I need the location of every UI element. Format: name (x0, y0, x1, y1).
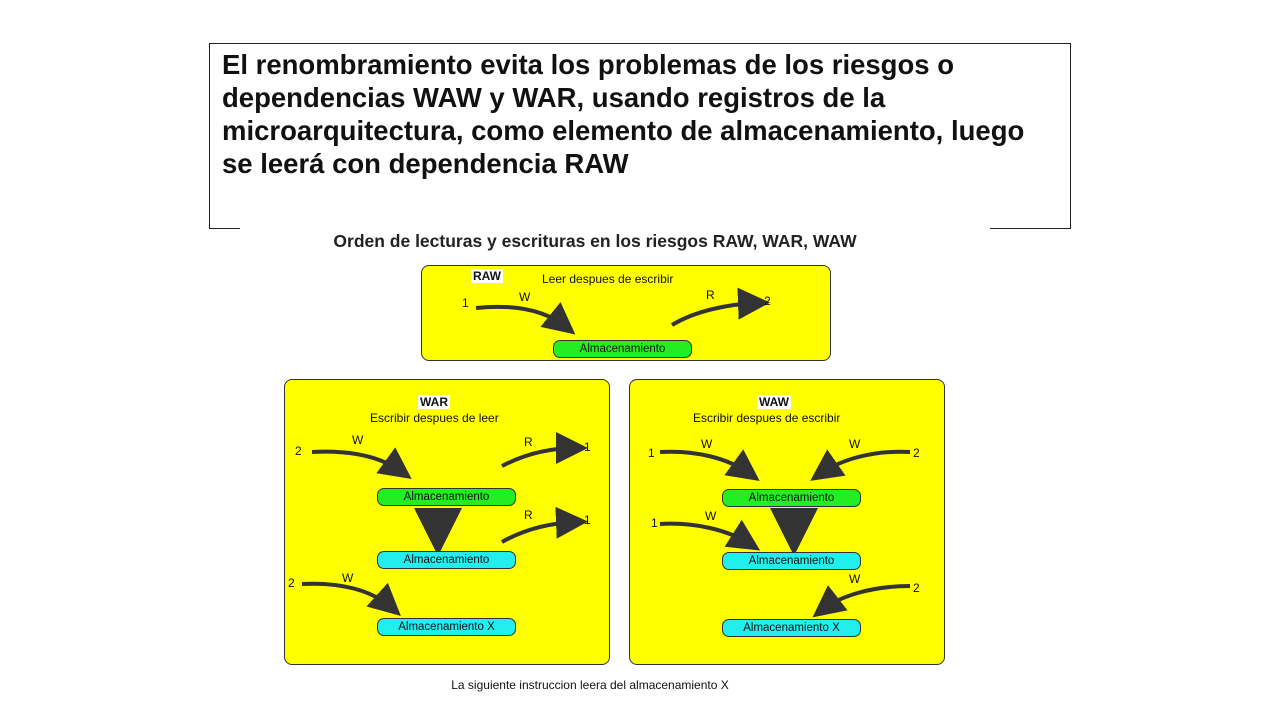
war-read2-label: R (524, 508, 533, 522)
war-write2-label: W (342, 571, 354, 585)
waw-step-4: 2 (913, 581, 920, 595)
diagram-footnote: La siguiente instruccion leera del almacenamiento X (451, 678, 729, 692)
war-read2-arrow (502, 522, 576, 542)
war-description: Escribir despues de leer (370, 411, 499, 425)
waw-write4-arrow (822, 586, 910, 610)
war-step-w2: 2 (288, 576, 295, 590)
war-storage-1: Almacenamiento (377, 488, 516, 506)
arrows-layer (240, 224, 990, 700)
war-write-label: W (352, 433, 364, 447)
waw-write1-label: W (701, 437, 713, 451)
waw-write3-label: W (705, 509, 717, 523)
waw-storage-2: Almacenamiento (722, 552, 861, 570)
war-step-w: 2 (295, 444, 302, 458)
slide-text-box (209, 43, 1071, 229)
war-storage-2: Almacenamiento (377, 551, 516, 569)
raw-read-label: R (706, 288, 715, 302)
raw-step-left: 1 (462, 296, 469, 310)
waw-write4-label: W (849, 572, 861, 586)
war-write-arrow (312, 452, 402, 472)
hazard-diagram (240, 224, 990, 700)
waw-write2-arrow (820, 452, 910, 474)
war-tag: WAR (420, 395, 448, 409)
raw-write-label: W (519, 290, 531, 304)
war-storage-3: Almacenamiento X (377, 618, 516, 636)
waw-write2-label: W (849, 437, 861, 451)
raw-description: Leer despues de escribir (542, 272, 674, 286)
war-write2-arrow (302, 584, 392, 608)
waw-tag: WAW (759, 395, 789, 409)
waw-step-2: 2 (913, 446, 920, 460)
war-step-r2: 1 (584, 513, 591, 527)
raw-storage: Almacenamiento (553, 340, 692, 358)
war-read-label: R (524, 435, 533, 449)
waw-storage-1: Almacenamiento (722, 489, 861, 507)
war-step-r: 1 (584, 440, 591, 454)
waw-description: Escribir despues de escribir (693, 411, 841, 425)
waw-write1-arrow (660, 452, 750, 474)
waw-step-1: 1 (648, 446, 655, 460)
raw-tag: RAW (473, 269, 501, 283)
diagram-title: Orden de lecturas y escrituras en los riesgos RAW, WAR, WAW (333, 231, 857, 251)
raw-read-arrow (672, 303, 758, 325)
waw-step-3: 1 (651, 516, 658, 530)
waw-write3-arrow (660, 524, 750, 544)
raw-step-right: 2 (764, 294, 771, 308)
slide-text: El renombramiento evita los problemas de los riesgos o dependencias WAW y WAR, usando registros de la microarquitectura, como elemento de almacenamiento, luego se leerá con dependencia RAW (222, 49, 1025, 179)
war-read-arrow (502, 448, 576, 466)
waw-storage-3: Almacenamiento X (722, 619, 861, 637)
raw-write-arrow (476, 307, 566, 327)
